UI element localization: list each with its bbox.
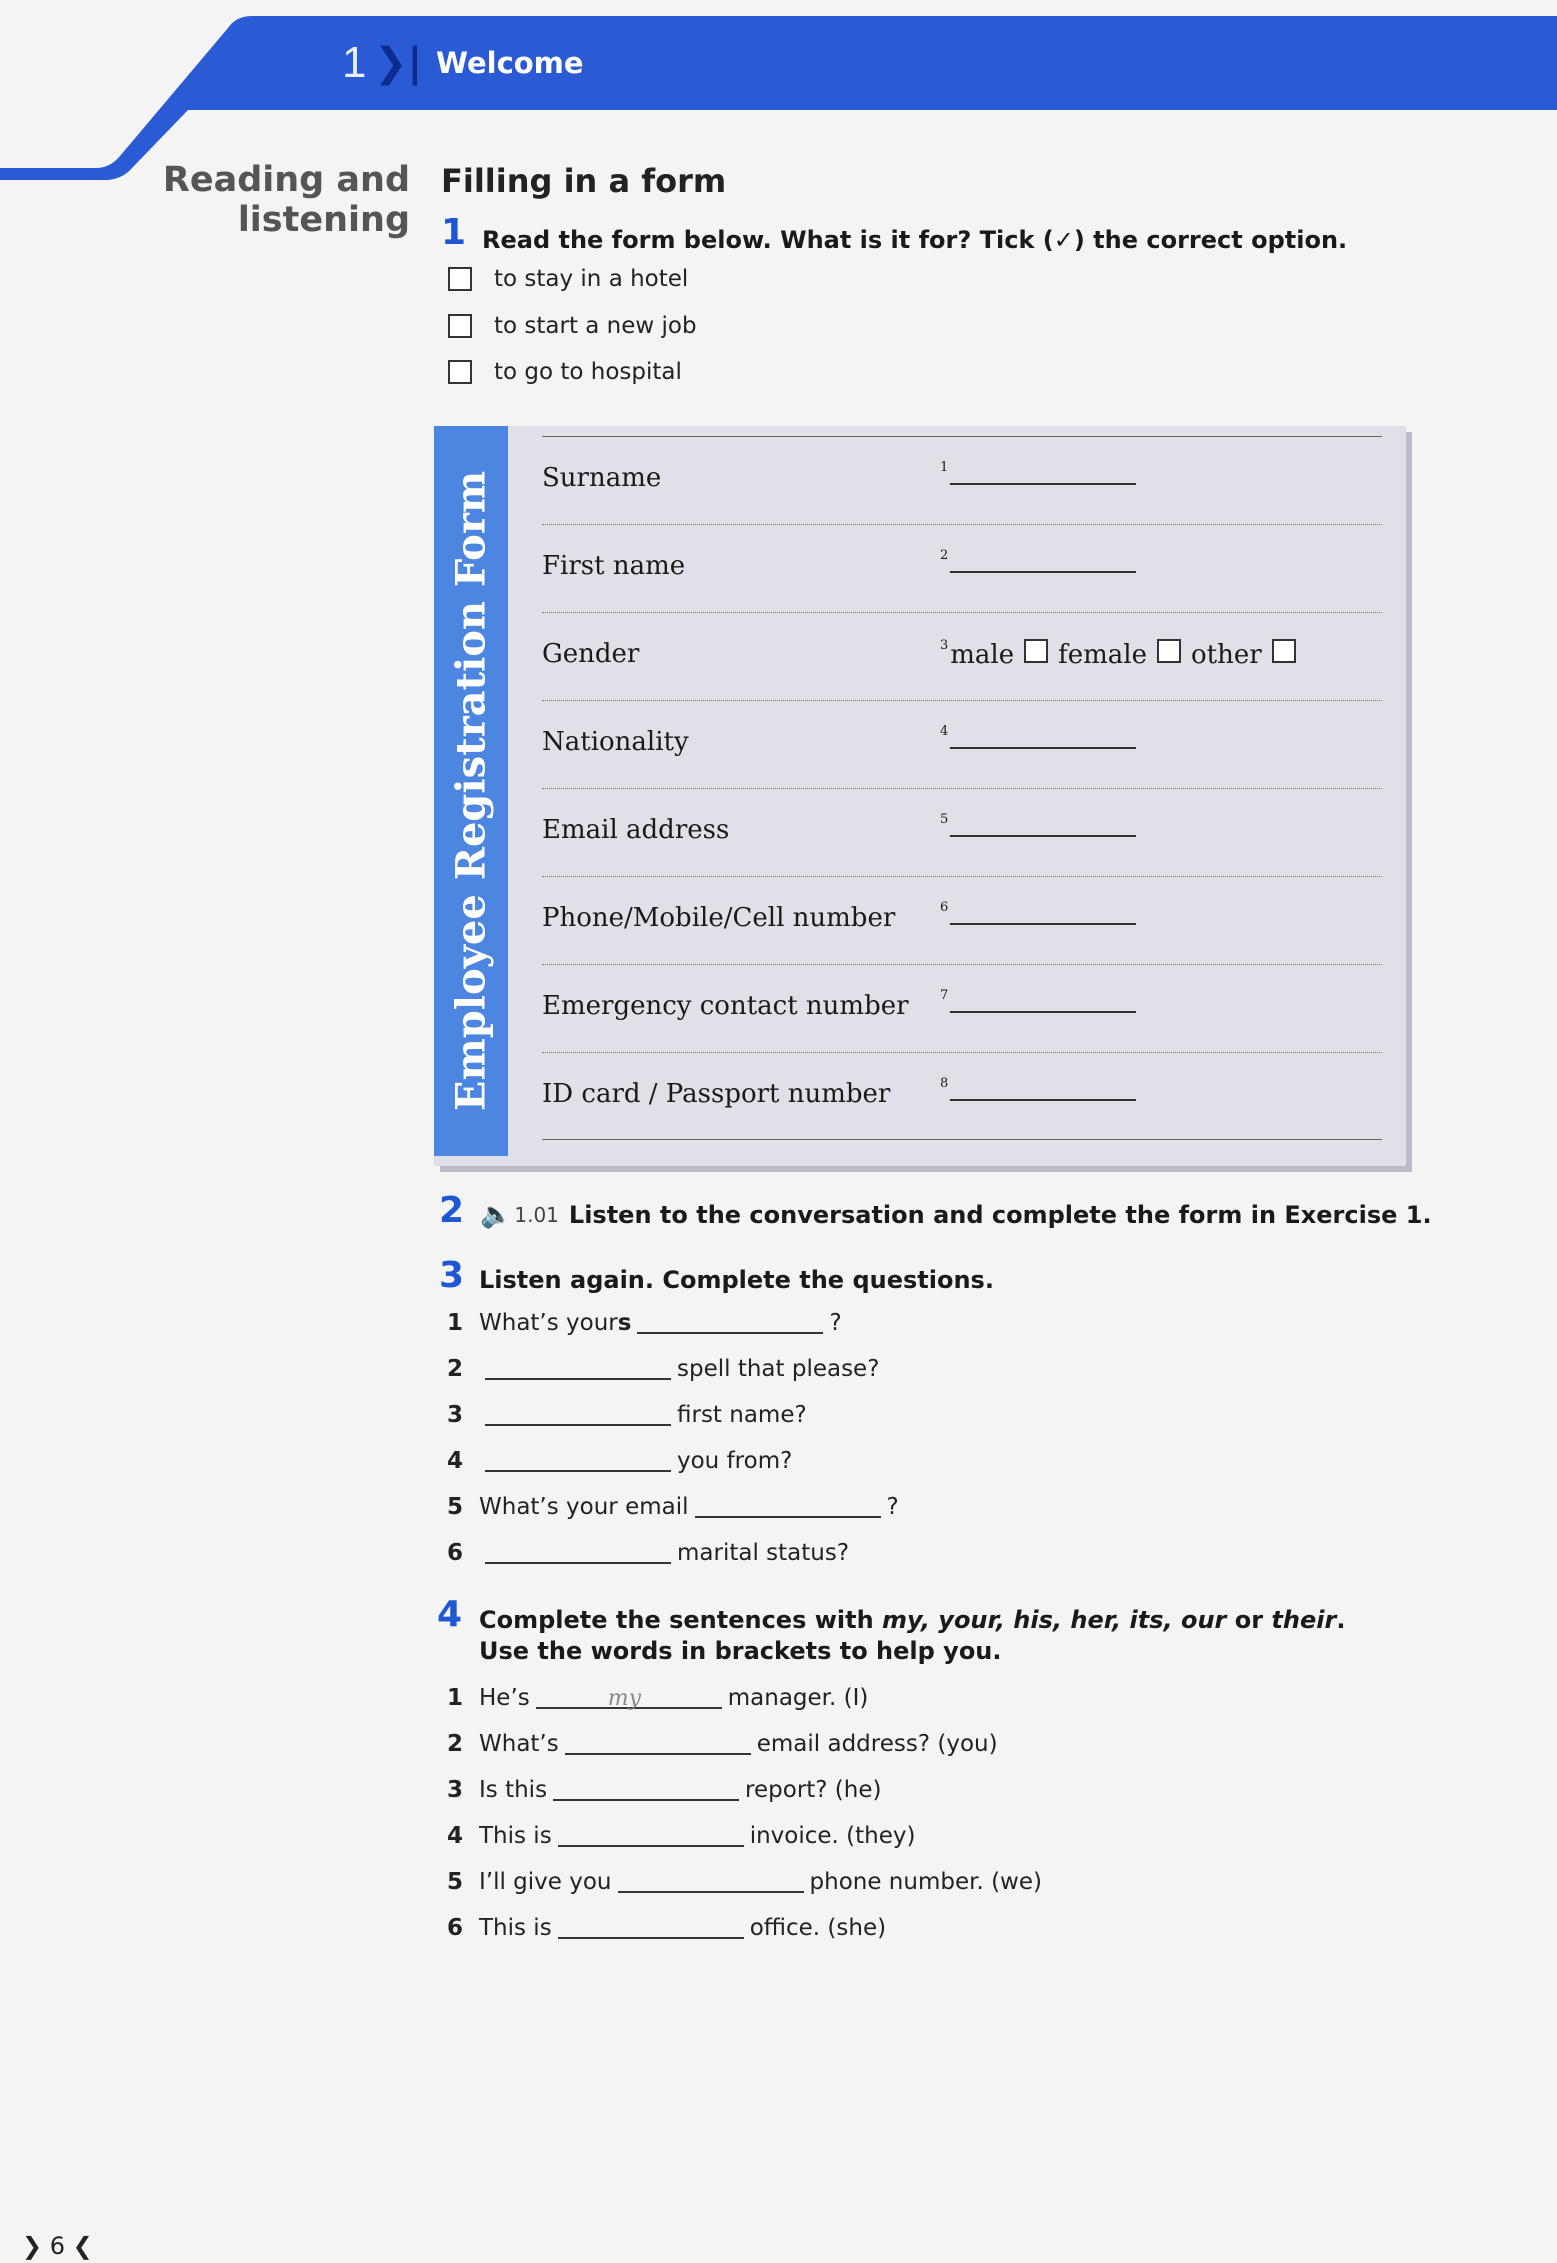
list-item: 4 This is invoice. (they) [447, 1823, 916, 1849]
list-item: 1 He’s my manager. (I) [447, 1685, 869, 1711]
option-hotel[interactable]: to stay in a hotel [448, 262, 688, 296]
answer-blank[interactable] [485, 1450, 671, 1472]
list-item: 5 I’ll give you phone number. (we) [447, 1869, 1042, 1895]
answer-blank[interactable] [485, 1404, 671, 1426]
exercise-2-instruction: 🔈 1.01 Listen to the conversation and complete the form in Exercise 1. [480, 1200, 1432, 1230]
answer-blank[interactable] [485, 1358, 671, 1380]
checkbox[interactable] [448, 314, 472, 338]
answer-blank[interactable] [485, 1542, 671, 1564]
list-item: 2 What’s email address? (you) [447, 1731, 998, 1757]
first-name-field[interactable] [950, 551, 1136, 573]
registration-form [434, 426, 1406, 1166]
option-new-job[interactable]: to start a new job [448, 309, 697, 343]
answer-blank[interactable] [618, 1871, 804, 1893]
gender-other-checkbox[interactable] [1272, 639, 1296, 663]
exercise-3-list [447, 1300, 1427, 1576]
audio-speaker-icon[interactable]: 🔈 1.01 [480, 1200, 559, 1230]
answer-blank[interactable] [558, 1825, 744, 1847]
answer-blank[interactable] [536, 1687, 722, 1709]
form-row-id: ID card / Passport number 8 [542, 1052, 1382, 1140]
form-row-email: Email address 5 [542, 788, 1382, 876]
section-title: Reading and listening [162, 160, 410, 240]
list-item: 6 marital status? [447, 1540, 850, 1566]
form-row-surname: Surname 1 [542, 436, 1382, 524]
list-item: 3 Is this report? (he) [447, 1777, 882, 1803]
list-item: 1 What’s your s ? [447, 1310, 842, 1336]
form-title: Employee Registration Form [447, 470, 495, 1112]
chevron-right-icon: ❯ [22, 2232, 43, 2260]
answer-blank[interactable] [695, 1496, 881, 1518]
option-hospital[interactable]: to go to hospital [448, 355, 682, 389]
answer-blank[interactable] [565, 1733, 751, 1755]
form-row-nationality: Nationality 4 [542, 700, 1382, 788]
form-row-first-name: First name 2 [542, 524, 1382, 612]
exercise-3-number: 3 [439, 1255, 465, 1296]
page-number: ❯ 6 ❮ [22, 2232, 93, 2260]
gender-male-checkbox[interactable] [1024, 639, 1048, 663]
id-passport-field[interactable] [950, 1079, 1136, 1101]
answer-blank[interactable] [553, 1779, 739, 1801]
handwritten-example: my [607, 1686, 642, 1711]
exercise-4-list [447, 1675, 1427, 1951]
exercise-heading: Filling in a form [441, 162, 727, 200]
list-item: 3 first name? [447, 1402, 807, 1428]
exercise-1-number: 1 [441, 212, 467, 253]
unit-number: 1 [342, 38, 367, 87]
form-title-band [434, 426, 508, 1156]
exercise-4-instruction: Complete the sentences with my, your, his, her, its, our or their. Use the words in brackets to help you. [479, 1606, 1346, 1665]
form-fields [542, 436, 1382, 1140]
phone-field[interactable] [950, 903, 1136, 925]
list-item: 4 you from? [447, 1448, 793, 1474]
emergency-contact-field[interactable] [950, 991, 1136, 1013]
form-row-phone: Phone/Mobile/Cell number 6 [542, 876, 1382, 964]
form-row-gender: Gender 3 male female other [542, 612, 1382, 700]
answer-blank[interactable] [637, 1312, 823, 1334]
checkbox[interactable] [448, 360, 472, 384]
exercise-4-number: 4 [437, 1594, 463, 1635]
chevron-right-icon: ❯| [374, 40, 423, 86]
nationality-field[interactable] [950, 727, 1136, 749]
answer-blank[interactable] [558, 1917, 744, 1939]
checkbox[interactable] [448, 267, 472, 291]
list-item: 6 This is office. (she) [447, 1915, 887, 1941]
unit-title: Welcome [436, 46, 584, 80]
chevron-left-icon: ❮ [72, 2232, 93, 2260]
exercise-3-instruction: Listen again. Complete the questions. [479, 1266, 994, 1294]
surname-field[interactable] [950, 463, 1136, 485]
gender-female-checkbox[interactable] [1157, 639, 1181, 663]
exercise-2-number: 2 [439, 1190, 465, 1231]
exercise-1-instruction: Read the form below. What is it for? Tick (✓) the correct option. [482, 226, 1348, 254]
form-row-emergency: Emergency contact number 7 [542, 964, 1382, 1052]
list-item: 2 spell that please? [447, 1356, 880, 1382]
email-field[interactable] [950, 815, 1136, 837]
list-item: 5 What’s your email ? [447, 1494, 899, 1520]
